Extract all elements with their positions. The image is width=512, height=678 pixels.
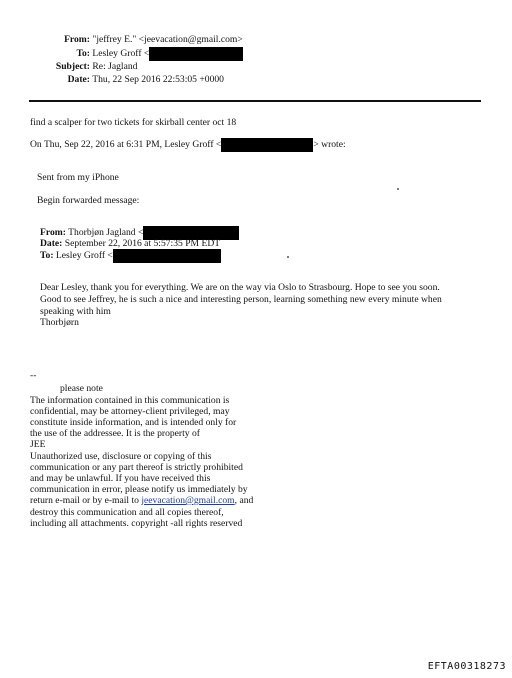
redaction-block xyxy=(113,249,221,263)
fwd-from-label: From: xyxy=(40,227,66,239)
bates-number: EFTA00318273 xyxy=(427,660,506,672)
disclaimer-line: destroy this communication and all copies thereof, xyxy=(30,507,224,518)
fwd-body-line: speaking with him xyxy=(40,306,111,317)
fwd-to-row xyxy=(40,249,221,263)
fwd-body-line: Dear Lesley, thank you for everything. We are on the way via Oslo to Strasbourg. Hope to see you soon. xyxy=(40,282,440,293)
from-label: From: xyxy=(64,34,90,45)
disclaimer-line: the use of the addressee. It is the property of xyxy=(30,428,200,439)
disclaimer-line: and may be unlawful. If you have received this xyxy=(30,473,211,484)
sent-from-text: Sent from my iPhone xyxy=(37,172,119,183)
header-date-row xyxy=(40,74,224,85)
scan-speck xyxy=(287,256,289,258)
forwarded-text: Begin forwarded message: xyxy=(37,195,140,206)
fwd-to-value: Lesley Groff < xyxy=(55,250,113,262)
disclaimer-line: confidential, may be attorney-client privileged, may xyxy=(30,406,230,417)
disclaimer-line: JEE xyxy=(30,439,46,450)
disclaimer-text: , and xyxy=(234,495,254,506)
disclaimer-line: communication in error, please notify us immediately by xyxy=(30,484,248,495)
subject-label: Subject: xyxy=(55,61,90,72)
subject-value: Re: Jagland xyxy=(92,61,138,72)
disclaimer-line: The information contained in this communication is xyxy=(30,395,230,406)
disclaimer-line: constitute inside information, and is intended only for xyxy=(30,417,237,428)
fwd-body-line: Good to see Jeffrey, he is such a nice and interesting person, learning something new every minute when xyxy=(40,294,442,305)
to-label: To: xyxy=(76,48,90,60)
to-value: Lesley Groff < xyxy=(92,48,150,60)
header-subject-row xyxy=(40,61,137,72)
fwd-from-value: Thorbjøn Jagland < xyxy=(68,227,144,239)
disclaimer-note: please note xyxy=(60,383,103,394)
date-value: Thu, 22 Sep 2016 22:53:05 +0000 xyxy=(92,74,224,85)
quote-intro-end: > wrote: xyxy=(313,139,346,151)
redaction-block xyxy=(221,138,313,152)
fwd-to-label: To: xyxy=(40,250,54,262)
header-from-row xyxy=(40,34,243,45)
disclaimer-text: return e-mail or by e-mail to xyxy=(30,495,142,506)
date-label: Date: xyxy=(67,74,90,85)
disclaimer-dashes: -- xyxy=(30,370,37,381)
fwd-date-value: September 22, 2016 at 5:57:35 PM EDT xyxy=(64,238,221,249)
scan-speck xyxy=(397,188,399,190)
fwd-signature: Thorbjørn xyxy=(40,317,79,328)
fwd-date-label: Date: xyxy=(40,238,63,249)
disclaimer-line: including all attachments. copyright -all rights reserved xyxy=(30,518,243,529)
quote-intro-start: On Thu, Sep 22, 2016 at 6:31 PM, Lesley Groff < xyxy=(30,139,222,151)
header-to-row xyxy=(40,47,243,61)
fwd-date-row xyxy=(40,238,220,249)
email-link[interactable]: jeevacation@gmail.com xyxy=(141,495,235,506)
disclaimer-line xyxy=(30,495,253,506)
redaction-block xyxy=(149,47,243,61)
quote-intro xyxy=(30,138,346,152)
from-value: "jeffrey E." <jeevacation@gmail.com> xyxy=(92,34,243,45)
header-divider xyxy=(29,100,481,102)
disclaimer-line: communication or any part thereof is strictly prohibited xyxy=(30,462,243,473)
message-text: find a scalper for two tickets for skirball center oct 18 xyxy=(30,117,237,128)
disclaimer-line: Unauthorized use, disclosure or copying of this xyxy=(30,451,212,462)
